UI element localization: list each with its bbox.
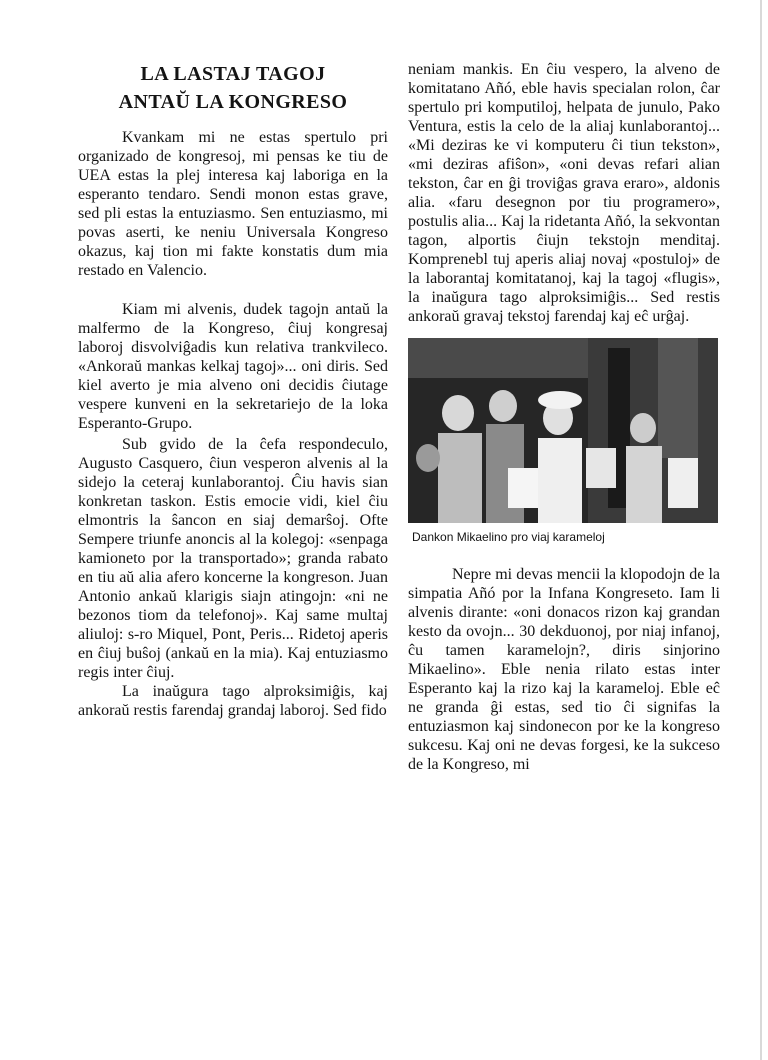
paragraph-intro: Kvankam mi ne estas spertulo pri organizado de kongresoj, mi pensas ke tiu de UEA estas la plej interesa kaj laboriga en la esperanto tendaro. Sendi monon estas grave, sed pli estas la entuziasmo. Sen entuziasmo, mi povas aserti, ke neniu Universala Kongreso okazus, kaj tion mi fakte konstatis dum mia restado en Valencio. [78, 129, 388, 279]
title-line-2: ANTAŬ LA KONGRESO [118, 91, 348, 113]
left-column [78, 60, 388, 720]
photo-caption: Dankon Mikaelino pro viaj karameloj [412, 530, 605, 544]
article-photo [408, 338, 718, 523]
photo-image [408, 338, 718, 523]
title-line-1: LA LASTAJ TAGOJ [140, 63, 326, 85]
paragraph-continued: neniam mankis. En ĉiu vespero, la alveno de komitatano Añó, eble havis specialan rolon, ĉar spertulo pri komputiloj, helpata de junulo, Pako Ventura, estis la celo de la aliaj kunlaborantoj... «Mi deziras ke vi komputeru ĉi tiun tekston», «mi deziras afiŝon», «oni devas refari alian tekston, ĉar en ĝi troviĝas grava eraro», aldonis alia. «faru desegnon por tiu programero», postulis alia... Kaj la ridetanta Añó, la sekvontan tagon, alportis ĉiujn tekstojn menditaj. Komprenebl tuj aperis aliaj novaj «postuloj» de la laborantaj komitatanoj, kaj la tagoj «flugis», la inaŭgura tago alproksimiĝis... Sed restis ankoraŭ gravaj tekstoj farendaj kaj eĉ urĝaj. [408, 61, 720, 325]
paragraph-childrens-congress: Nepre mi devas mencii la klopodojn de la simpatia Añó por la Infana Kongreseto. Iam li alvenis dirante: «oni donacos rizon kaj grandan kesto da ovojn... 30 dekduonoj, por niaj infanoj, ĉu tamen karamelojn?, diris sinjorino Mikaelino». Eble nenia rilato estas inter Esperanto kaj la rizo kaj la karameloj. Eble eĉ ne granda ĝi estas, sed tio ĉi signifas la entuziasmon kaj sindonecon por ke la kongreso sukcesu. Kaj oni ne devas forgesi, ke la sukceso de la Kongreso, mi [408, 566, 720, 773]
right-column [408, 60, 720, 774]
paragraph-collaborators: Sub gvido de la ĉefa respondeculo, Augusto Casquero, ĉiun vesperon alvenis al la sidejo la ceteraj kunlaborantoj. Ĉiu havis sian konkretan taskon. Estis emocie vidi, kiel ĉiu elmontris la ŝancon en siaj demarŝoj. Ofte Sempere triunfe anoncis al la kolegoj: «senpaga kamioneto por la transportado»; granda rabato en tiu aŭ alia afero koncerne la kongreson. Juan Antonio ankaŭ klarigis siajn atingojn: «ni ne bezonos tiom da telefonoj». Kaj same multaj aliuloj: s-ro Miquel, Pont, Peris... Ridetoj aperis en ĉiuj buŝoj (ankaŭ en la mia). Kaj entuziasmo regis inter ĉiuj. [78, 436, 388, 681]
scan-edge-line [760, 0, 762, 1060]
article-title [78, 60, 388, 116]
paragraph-inauguration: La inaŭgura tago alproksimiĝis, kaj ankoraŭ restis farendaj grandaj laboroj. Sed fido [78, 683, 388, 719]
paragraph-arrival: Kiam mi alvenis, dudek tagojn antaŭ la malfermo de la Kongreso, ĉiuj kongresaj laboroj disvolviĝadis kun relativa trankvileco. «Ankoraŭ mankas kelkaj tagoj»... oni diris. Sed kiel averto je mia alveno oni decidis ĉiutage vespere kunveni en la sekretariejo de la loka Esperanto-Grupo. [78, 301, 388, 432]
